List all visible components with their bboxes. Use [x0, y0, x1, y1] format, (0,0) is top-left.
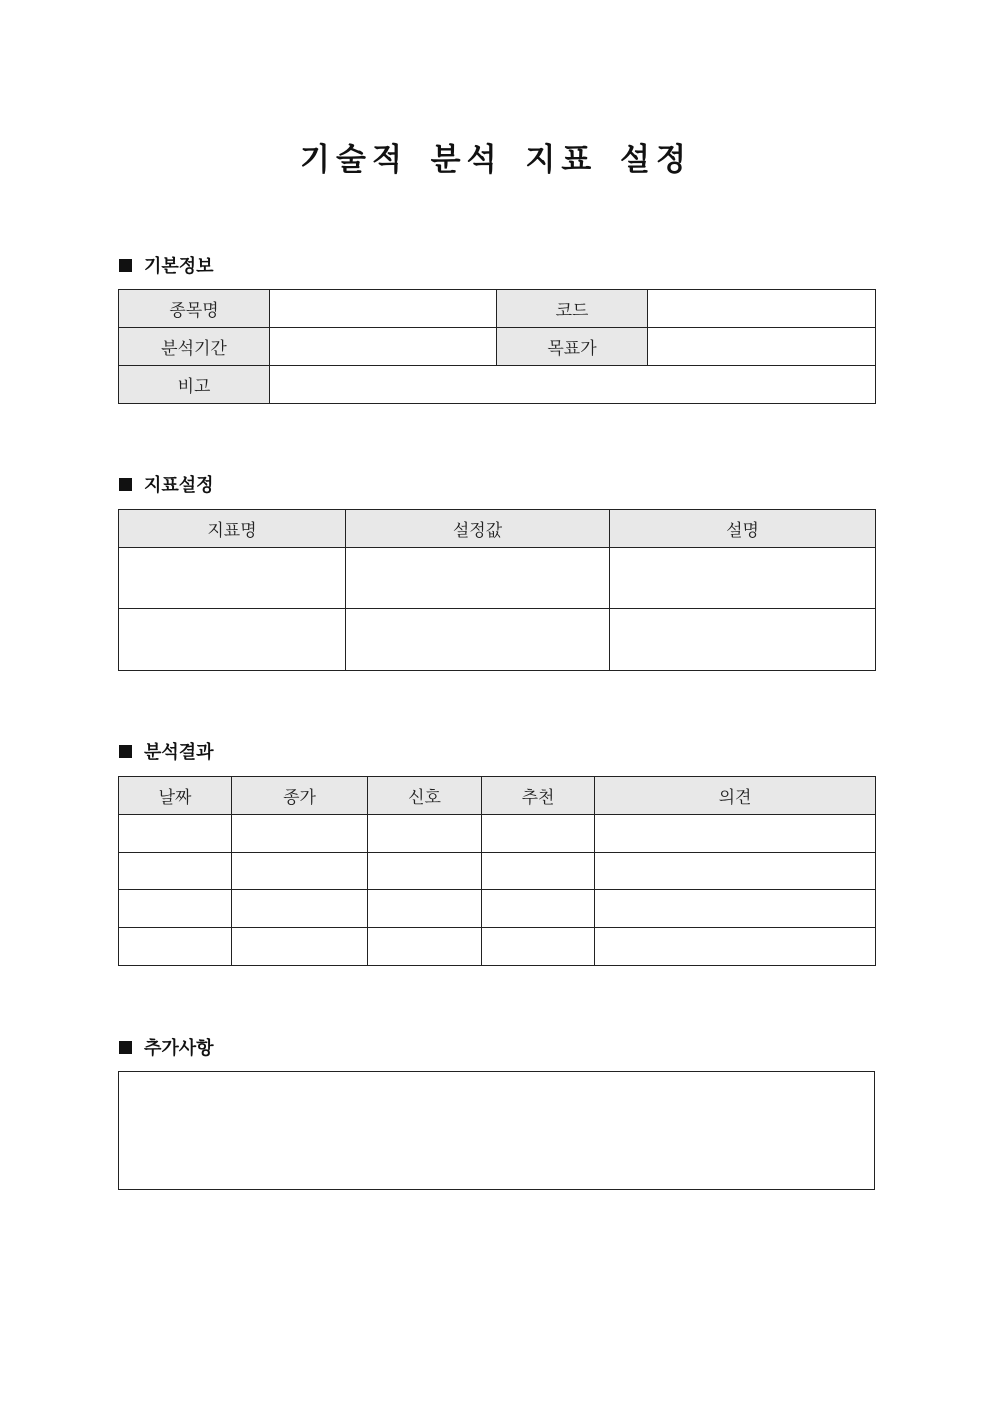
opinion-cell[interactable] — [595, 815, 876, 853]
date-cell[interactable] — [119, 815, 232, 853]
table-row — [119, 548, 876, 609]
date-cell[interactable] — [119, 853, 232, 890]
stock-name-field[interactable] — [270, 290, 497, 328]
date-cell[interactable] — [119, 890, 232, 928]
description-header: 설명 — [610, 510, 876, 548]
table-row — [119, 928, 876, 966]
recommendation-header: 추천 — [482, 777, 595, 815]
page-title: 기술적 분석 지표 설정 — [300, 142, 692, 178]
indicator-name-cell[interactable] — [119, 548, 346, 609]
basic-info-table — [118, 289, 876, 404]
target-price-label: 목표가 — [497, 328, 648, 366]
opinion-header: 의견 — [595, 777, 876, 815]
signal-cell[interactable] — [368, 890, 482, 928]
period-field[interactable] — [270, 328, 497, 366]
setting-value-cell[interactable] — [346, 548, 610, 609]
additional-notes-box[interactable] — [118, 1071, 875, 1190]
recommendation-cell[interactable] — [482, 890, 595, 928]
remarks-label: 비고 — [119, 366, 270, 404]
opinion-cell[interactable] — [595, 928, 876, 966]
section-heading-label: 지표설정 — [144, 475, 214, 496]
signal-cell[interactable] — [368, 815, 482, 853]
description-cell[interactable] — [610, 609, 876, 671]
indicator-name-header: 지표명 — [119, 510, 346, 548]
setting-value-header: 설정값 — [346, 510, 610, 548]
close-price-cell[interactable] — [232, 815, 368, 853]
section-heading-label: 추가사항 — [144, 1038, 214, 1059]
date-header: 날짜 — [119, 777, 232, 815]
signal-cell[interactable] — [368, 853, 482, 890]
date-cell[interactable] — [119, 928, 232, 966]
setting-value-cell[interactable] — [346, 609, 610, 671]
table-row — [119, 890, 876, 928]
opinion-cell[interactable] — [595, 890, 876, 928]
signal-cell[interactable] — [368, 928, 482, 966]
section-heading-basic-info — [119, 253, 214, 277]
square-bullet-icon — [119, 745, 132, 758]
description-cell[interactable] — [610, 548, 876, 609]
close-price-header: 종가 — [232, 777, 368, 815]
table-row — [119, 815, 876, 853]
square-bullet-icon — [119, 478, 132, 491]
stock-name-label: 종목명 — [119, 290, 270, 328]
table-row — [119, 853, 876, 890]
table-row — [119, 609, 876, 671]
close-price-cell[interactable] — [232, 928, 368, 966]
square-bullet-icon — [119, 1041, 132, 1054]
period-label: 분석기간 — [119, 328, 270, 366]
signal-header: 신호 — [368, 777, 482, 815]
recommendation-cell[interactable] — [482, 853, 595, 890]
section-heading-extra — [119, 1035, 214, 1059]
section-heading-result — [119, 739, 214, 763]
code-label: 코드 — [497, 290, 648, 328]
indicator-table — [118, 509, 876, 671]
close-price-cell[interactable] — [232, 890, 368, 928]
square-bullet-icon — [119, 259, 132, 272]
recommendation-cell[interactable] — [482, 815, 595, 853]
indicator-name-cell[interactable] — [119, 609, 346, 671]
recommendation-cell[interactable] — [482, 928, 595, 966]
remarks-field[interactable] — [270, 366, 876, 404]
section-heading-label: 분석결과 — [144, 742, 214, 763]
target-price-field[interactable] — [648, 328, 876, 366]
section-heading-label: 기본정보 — [144, 256, 214, 277]
opinion-cell[interactable] — [595, 853, 876, 890]
close-price-cell[interactable] — [232, 853, 368, 890]
result-table — [118, 776, 876, 966]
code-field[interactable] — [648, 290, 876, 328]
section-heading-indicator — [119, 472, 214, 496]
